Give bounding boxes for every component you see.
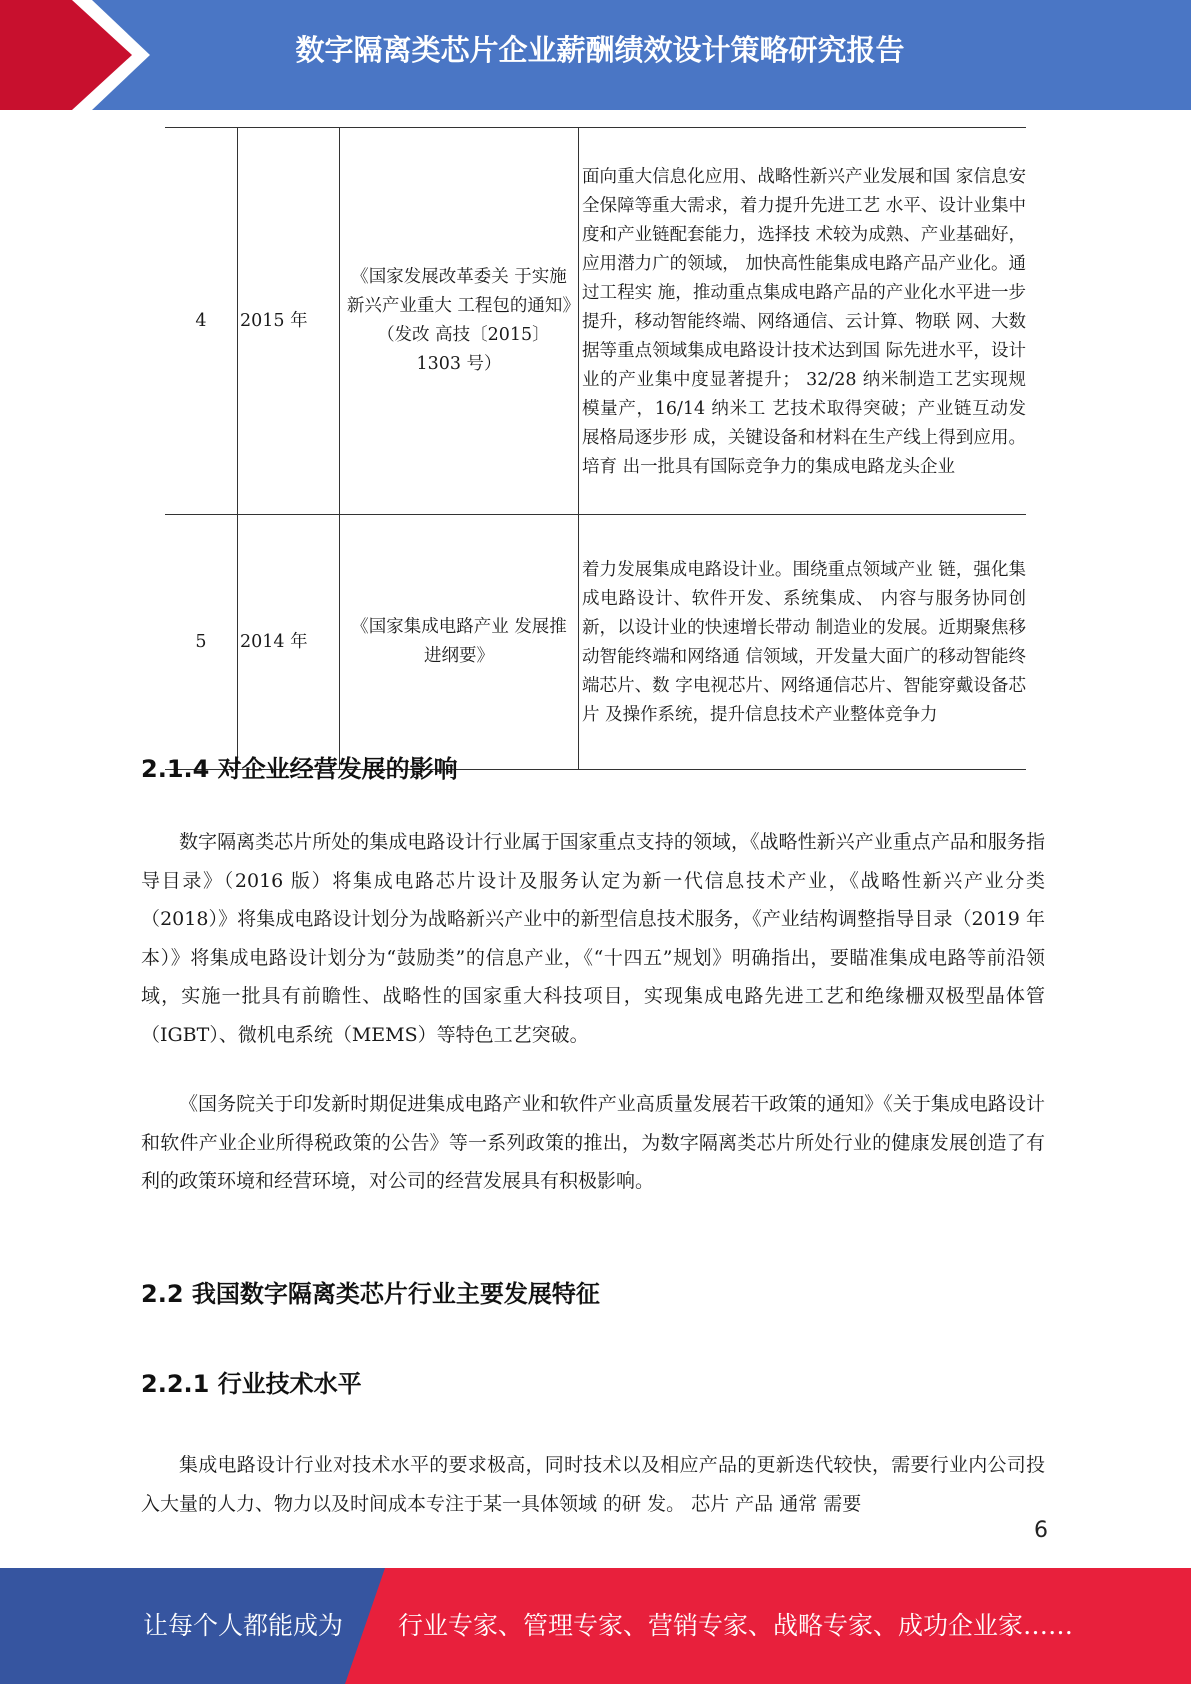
footer-slogan-left: 让每个人都能成为: [143, 1611, 344, 1640]
page-number: 6: [1034, 1518, 1048, 1543]
table-row: [165, 128, 1026, 515]
header-red-chevron: [0, 0, 132, 110]
policy-name: 《国家发展改革委关 于实施新兴产业重大 工程包的通知》（发改 高技〔2015〕 1303 号）: [340, 128, 579, 515]
row-year: 2014 年: [238, 515, 340, 770]
page-footer: [0, 1568, 1191, 1684]
section-heading-2-1-4: 2.1.4 对企业经营发展的影响: [141, 755, 458, 783]
table-row: [165, 515, 1026, 770]
policy-content: 着力发展集成电路设计业。围绕重点领域产业 链，强化集成电路设计、软件开发、系统集成、 内容与服务协同创新，以设计业的快速增长带动 制造业的发展。近期聚焦移动智能终端和网络通 信领域，开发量大面广的移动智能终端芯片、数 字电视芯片、网络通信芯片、智能穿戴设备芯片 及操作系统，提升信息技术产业整体竞争力: [579, 515, 1027, 770]
policy-name: 《国家集成电路产业 发展推进纲要》: [340, 515, 579, 770]
policy-table: [165, 127, 1026, 770]
footer-slogan-right: 行业专家、管理专家、营销专家、战略专家、成功企业家……: [398, 1611, 1074, 1640]
section-heading-2-2: 2.2 我国数字隔离类芯片行业主要发展特征: [141, 1280, 600, 1308]
section-heading-2-2-1: 2.2.1 行业技术水平: [141, 1370, 362, 1398]
row-year: 2015 年: [238, 128, 340, 515]
paragraph: 《国务院关于印发新时期促进集成电路产业和软件产业高质量发展若干政策的通知》《关于集成电路设计和软件产业企业所得税政策的公告》等一系列政策的推出，为数字隔离类芯片所处行业的健康发展创造了有利的政策环境和经营环境，对公司的经营发展具有积极影响。: [141, 1093, 1045, 1192]
paragraph: 数字隔离类芯片所处的集成电路设计行业属于国家重点支持的领域，《战略性新兴产业重点产品和服务指导目录》（2016 版）将集成电路芯片设计及服务认定为新一代信息技术产业，《战略性新兴产业分类（2018）》将集成电路设计划分为战略新兴产业中的新型信息技术服务，《产业结构调整指导目录（2019 年本）》将集成电路设计划分为“鼓励类”的信息产业，《“十四五”规划》明确指出，要瞄准集成电路等前沿领域，实施一批具有前瞻性、战略性的国家重大科技项目，实现集成电路先进工艺和绝缘栅双极型晶体管（IGBT）、微机电系统（MEMS）等特色工艺突破。: [141, 831, 1045, 1046]
paragraph: 集成电路设计行业对技术水平的要求极高，同时技术以及相应产品的更新迭代较快，需要行业内公司投入大量的人力、物力以及时间成本专注于某一具体领域 的研 发。 芯片 产品 通常 需要: [141, 1454, 1045, 1515]
row-number: 4: [165, 128, 238, 515]
report-title: 数字隔离类芯片企业薪酬绩效设计策略研究报告: [295, 33, 905, 67]
policy-content: 面向重大信息化应用、战略性新兴产业发展和国 家信息安全保障等重大需求，着力提升先进工艺 水平、设计业集中度和产业链配套能力，选择技 术较为成熟、产业基础好，应用潜力广的领域， 加快高性能集成电路产品产业化。通过工程实 施，推动重点集成电路产品的产业化水平进一步提升，移动智能终端、网络通信、云计算、物联 网、大数据等重点领域集成电路设计技术达到国 际先进水平，设计业的产业集中度显著提升； 32/28 纳米制造工艺实现规模量产，16/14 纳米工 艺技术取得突破；产业链互动发展格局逐步形 成，关键设备和材料在生产线上得到应用。培育 出一批具有国际竞争力的集成电路龙头企业: [579, 128, 1027, 515]
page-header: [0, 0, 1191, 110]
row-number: 5: [165, 515, 238, 770]
